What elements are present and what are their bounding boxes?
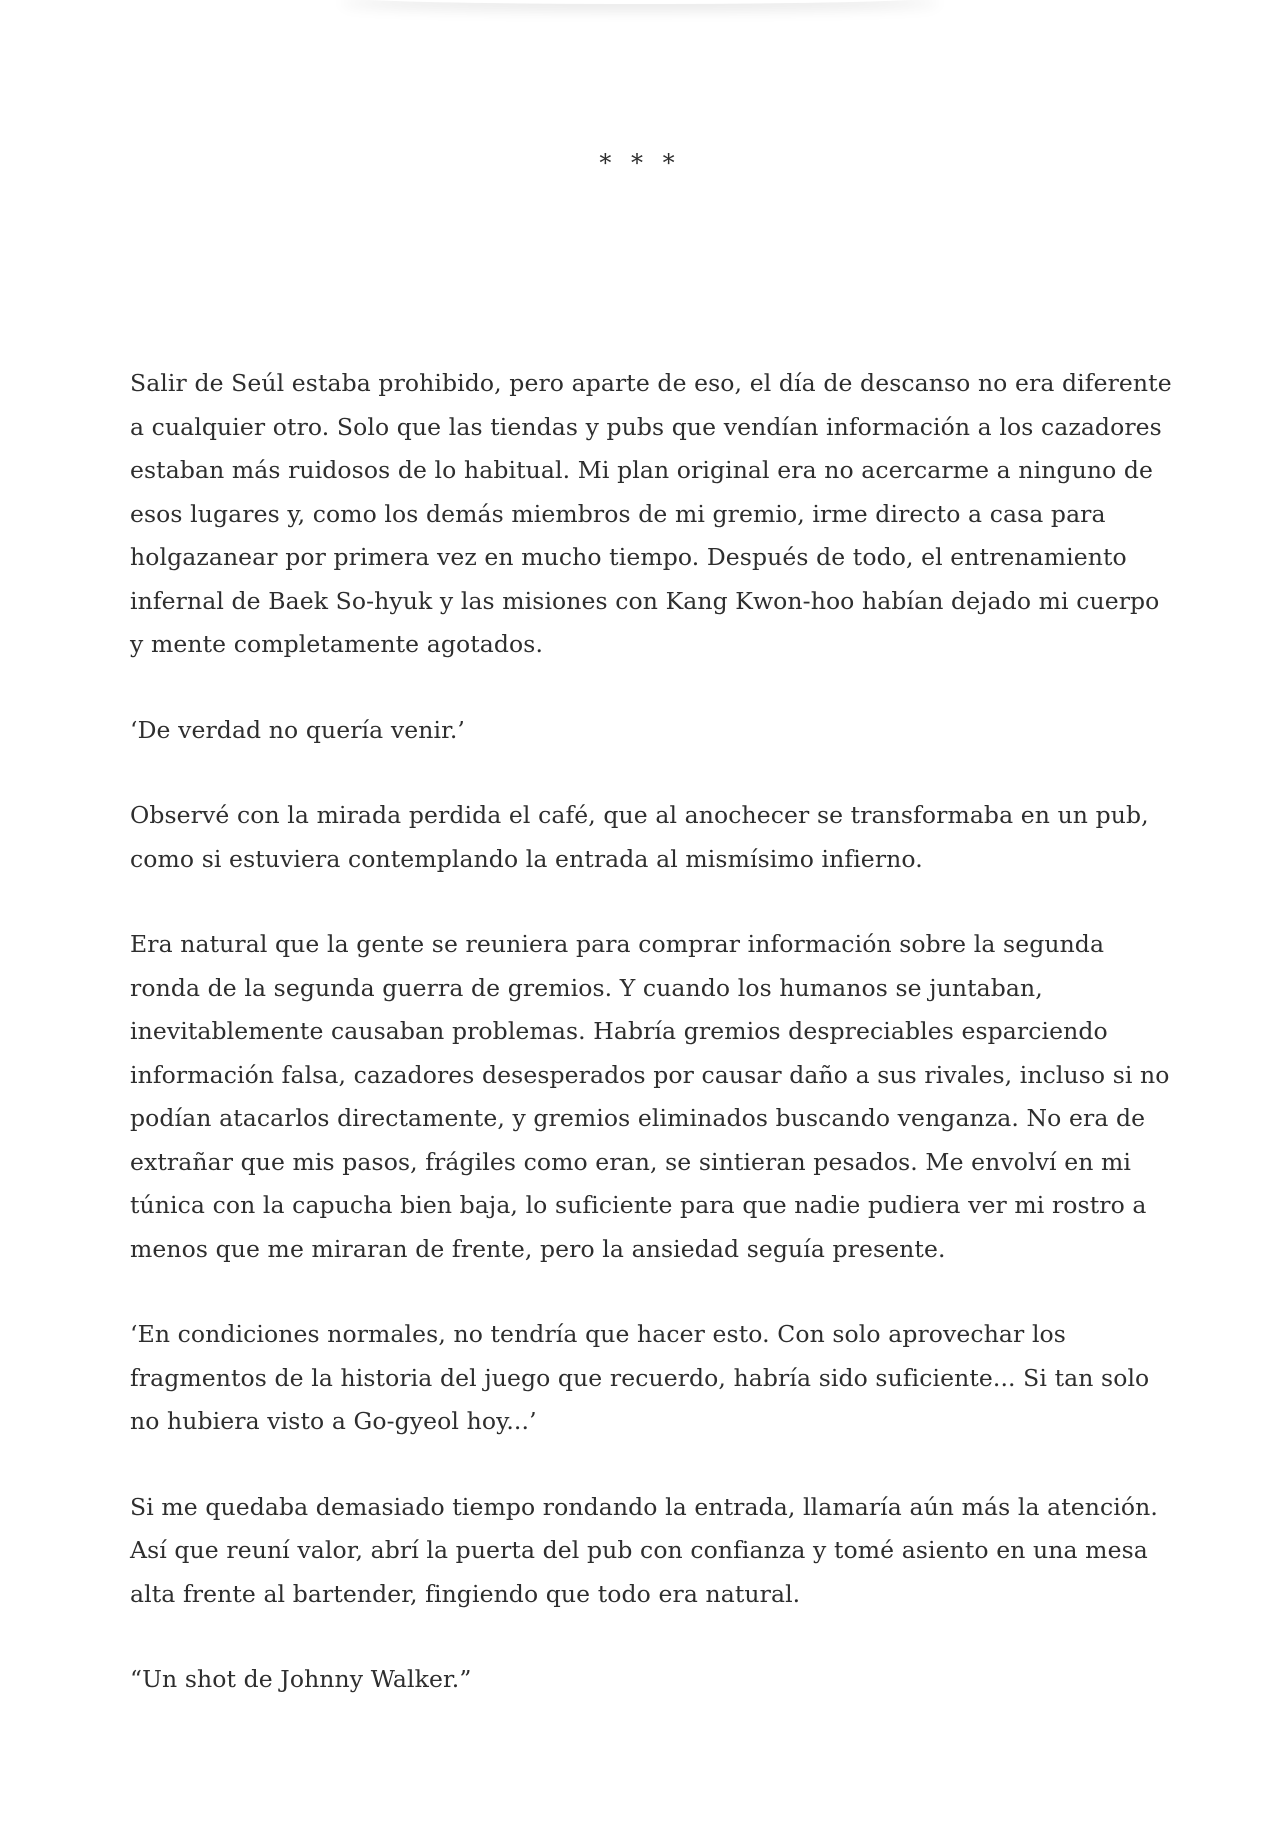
paragraph-7: “Un shot de Johnny Walker.” [130,1665,472,1693]
paragraph-4: Era natural que la gente se reuniera para comprar información sobre la segunda ronda de la segunda guerra de gremios. Y cuando los humanos se juntaban, inevitablemente causaban problemas. Habría gremios despreciables esparciendo información falsa, cazadores desesperados por causar daño a sus rivales, incluso si no podían atacarlos directamente, y gremios eliminados buscando venganza. No era de extrañar que mis pasos, frágiles como eran, se sintieran pesados. Me envolví en mi túnica con la capucha bien baja, lo suficiente para que nadie pudiera ver mi rostro a menos que me miraran de frente, pero la ansiedad seguía presente. [130,930,1170,1263]
document-body [130,362,1180,1744]
paragraph-3: Observé con la mirada perdida el café, que al anochecer se transformaba en un pub, como si estuviera contemplando la entrada al mismísimo infierno. [130,801,1149,873]
scene-separator: * * * [599,149,681,177]
paragraph-2: ‘De verdad no quería venir.’ [130,715,465,744]
paragraph-6: Si me quedaba demasiado tiempo rondando la entrada, llamaría aún más la atención. Así que reuní valor, abrí la puerta del pub con confianza y tomé asiento en una mesa alta frente al bartender, fingiendo que todo era natural. [130,1492,1158,1608]
paragraph-5: ‘En condiciones normales, no tendría que hacer esto. Con solo aprovechar los fragmentos de la historia del juego que recuerdo, habría sido suficiente... Si tan solo no hubiera visto a Go-gyeol hoy...’ [130,1320,1150,1435]
paragraph-1: Salir de Seúl estaba prohibido, pero aparte de eso, el día de descanso no era diferente a cualquier otro. Solo que las tiendas y pubs que vendían información a los cazadores estaban más ruidosos de lo habitual. Mi plan original era no acercarme a ninguno de esos lugares y, como los demás miembros de mi gremio, irme directo a casa para holgazanear por primera vez en mucho tiempo. Después de todo, el entrenamiento infernal de Baek So-hyuk y las misiones con Kang Kwon-hoo habían dejado mi cuerpo y mente completamente agotados. [130,369,1172,658]
